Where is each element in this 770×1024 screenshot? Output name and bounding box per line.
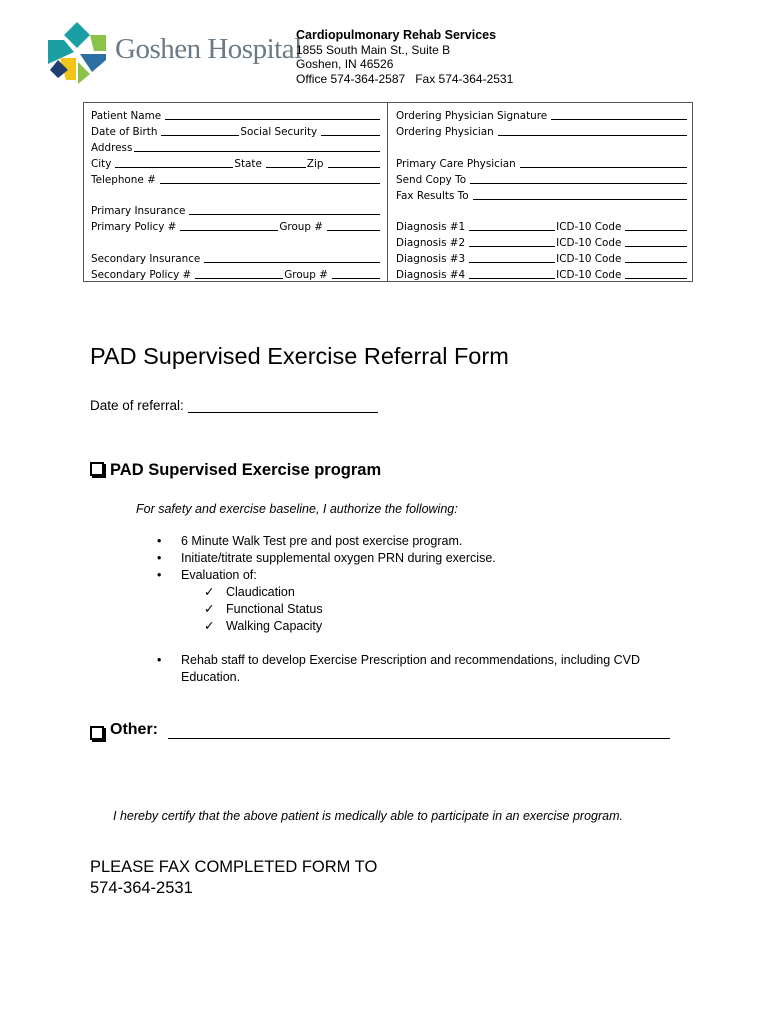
diagnosis-4-field[interactable]: Diagnosis #4 ICD-10 Code bbox=[396, 268, 688, 284]
other-line[interactable] bbox=[168, 720, 670, 739]
header-address-block bbox=[296, 28, 513, 86]
check-icon: ✓ bbox=[204, 585, 215, 599]
authorization-list bbox=[150, 533, 640, 686]
secondary-insurance-field[interactable]: Secondary Insurance bbox=[91, 252, 381, 268]
primary-care-physician-field[interactable]: Primary Care Physician bbox=[396, 157, 688, 173]
patient-name-field[interactable]: Patient Name bbox=[91, 109, 381, 125]
patient-info-column bbox=[91, 109, 381, 284]
check-icon: ✓ bbox=[204, 619, 215, 633]
bullet-icon: • bbox=[157, 534, 162, 548]
list-item: • Evaluation of: bbox=[157, 568, 257, 582]
header-address-line2: Goshen, IN 46526 bbox=[296, 57, 394, 71]
check-icon: ✓ bbox=[204, 602, 215, 616]
ordering-physician-signature-field[interactable]: Ordering Physician Signature bbox=[396, 109, 688, 125]
diagnosis-3-field[interactable]: Diagnosis #3 ICD-10 Code bbox=[396, 252, 688, 268]
other-label: Other: bbox=[110, 721, 158, 738]
city-state-zip-field[interactable]: City State Zip bbox=[91, 157, 381, 173]
authorize-statement: For safety and exercise baseline, I authorize the following: bbox=[136, 502, 458, 516]
date-of-referral-label: Date of referral: bbox=[90, 398, 184, 413]
fax-results-to-field[interactable]: Fax Results To bbox=[396, 189, 688, 205]
date-of-referral-line[interactable] bbox=[188, 398, 378, 413]
other-option[interactable] bbox=[90, 720, 670, 739]
info-box-divider bbox=[387, 103, 388, 281]
diagnosis-2-field[interactable]: Diagnosis #2 ICD-10 Code bbox=[396, 236, 688, 252]
fax-number: 574-364-2531 bbox=[90, 879, 193, 897]
evaluation-item: ✓ Claudication bbox=[204, 585, 295, 599]
date-of-referral-field[interactable] bbox=[90, 398, 378, 413]
list-item: • Initiate/titrate supplemental oxygen PRN during exercise. bbox=[157, 551, 496, 565]
list-item: • Rehab staff to develop Exercise Prescription and recommendations, including CVD bbox=[157, 653, 641, 667]
form-title: PAD Supervised Exercise Referral Form bbox=[90, 343, 509, 369]
evaluation-item: ✓ Walking Capacity bbox=[204, 619, 323, 633]
bullet-icon: • bbox=[157, 551, 162, 565]
header-address-line1: 1855 South Main St., Suite B bbox=[296, 42, 451, 57]
list-item: • 6 Minute Walk Test pre and post exercise program. bbox=[157, 534, 463, 548]
other-checkbox-icon[interactable] bbox=[90, 726, 104, 740]
bullet-icon: • bbox=[157, 653, 162, 667]
header-title: Cardiopulmonary Rehab Services bbox=[296, 28, 497, 42]
ordering-physician-field[interactable]: Ordering Physician bbox=[396, 125, 688, 141]
header-contact: Office 574-364-2587 Fax 574-364-2531 bbox=[296, 71, 514, 86]
address-field[interactable]: Address bbox=[91, 141, 381, 157]
list-item-continued: Education. bbox=[181, 670, 241, 684]
fax-instructions bbox=[90, 857, 377, 899]
pad-program-checkbox-icon[interactable] bbox=[90, 462, 104, 476]
bullet-icon: • bbox=[157, 568, 162, 582]
send-copy-to-field[interactable]: Send Copy To bbox=[396, 173, 688, 189]
primary-policy-field[interactable]: Primary Policy # Group # bbox=[91, 220, 381, 236]
goshen-hospital-logo-icon bbox=[44, 20, 110, 86]
certification-statement: I hereby certify that the above patient is medically able to participate in an exercise program. bbox=[113, 809, 623, 823]
diagnosis-1-field[interactable]: Diagnosis #1 ICD-10 Code bbox=[396, 220, 688, 236]
secondary-policy-field[interactable]: Secondary Policy # Group # bbox=[91, 268, 381, 284]
primary-insurance-field[interactable]: Primary Insurance bbox=[91, 204, 381, 220]
dob-ssn-field[interactable]: Date of Birth Social Security bbox=[91, 125, 381, 141]
logo-text: Goshen Hospital bbox=[115, 33, 302, 65]
patient-info-box bbox=[83, 102, 693, 282]
pad-program-option[interactable] bbox=[90, 461, 381, 480]
fax-instruction-line: PLEASE FAX COMPLETED FORM TO bbox=[90, 858, 378, 876]
physician-info-column bbox=[396, 109, 688, 284]
pad-program-label: PAD Supervised Exercise program bbox=[110, 461, 382, 479]
telephone-field[interactable]: Telephone # bbox=[91, 173, 381, 189]
evaluation-item: ✓ Functional Status bbox=[204, 602, 323, 616]
